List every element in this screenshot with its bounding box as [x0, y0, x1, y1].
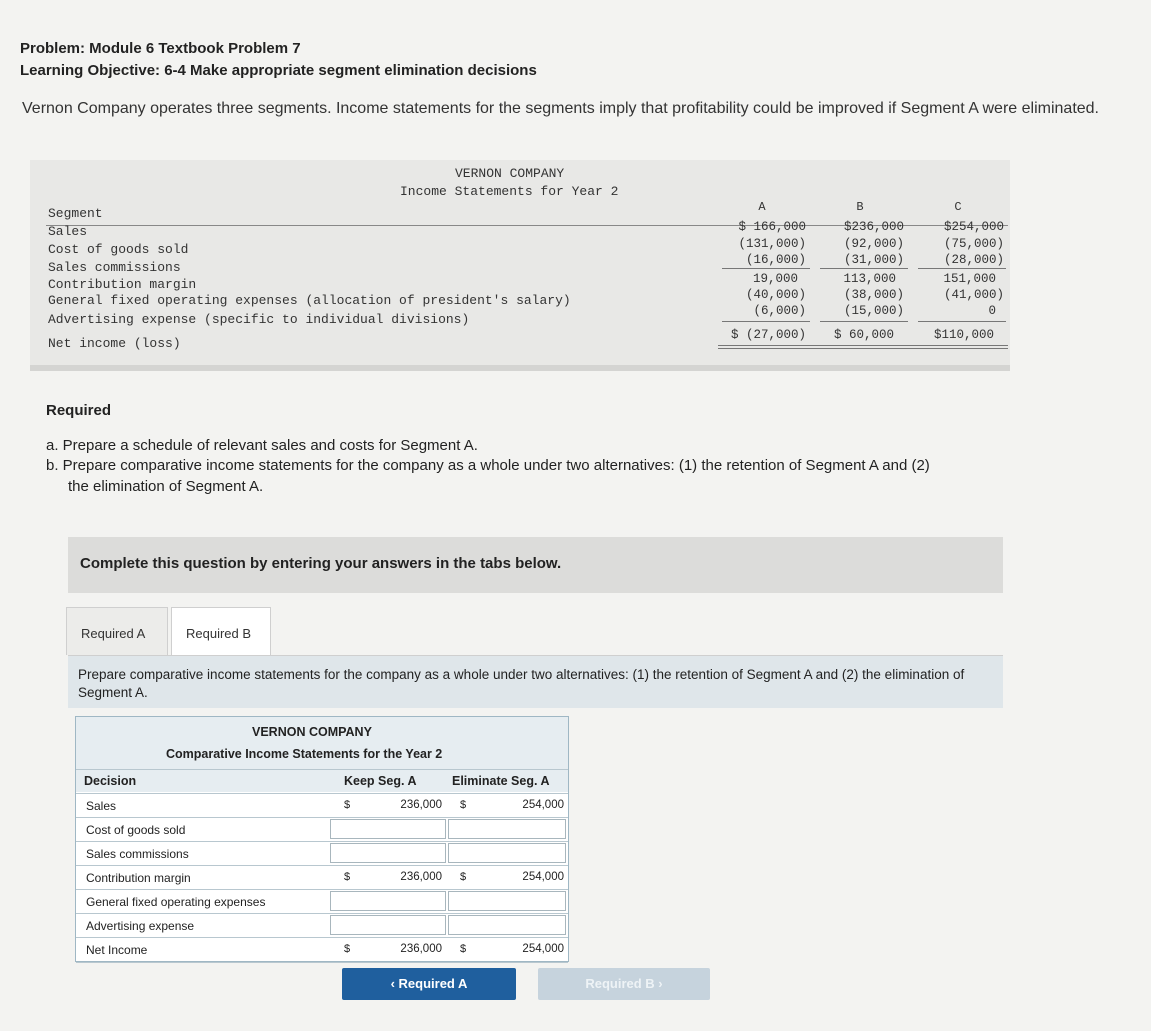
comp-adv-label: Advertising expense: [86, 919, 195, 933]
c-gfoe: (41,000): [943, 288, 1004, 302]
a-comm: (16,000): [745, 253, 806, 267]
elim-ni-dollar: $: [460, 943, 467, 955]
rule-a1: [722, 268, 810, 269]
b-gfoe: (38,000): [843, 288, 904, 302]
required-b-line1: b. Prepare comparative income statements for the company as a whole under two alternatives: (1) the retention of Segment A and (2): [46, 457, 930, 474]
comparative-subtitle: Comparative Income Statements for the Year 2: [166, 747, 443, 761]
b-ni: $ 60,000: [833, 328, 894, 342]
row-comp-ni: [76, 937, 568, 963]
intro-text: Vernon Company operates three segments. Income statements for the segments imply that profitability could be improved if Segment A were eliminated.: [22, 100, 1099, 117]
a-gfoe: (40,000): [745, 288, 806, 302]
keep-cm-dollar: $: [344, 871, 351, 883]
prev-required-a-button[interactable]: ‹ Required A: [342, 968, 516, 1000]
tab-required-a-label: Required A: [81, 626, 146, 641]
c-cogs: (75,000): [943, 237, 1004, 251]
rule-double-bottom: [718, 348, 1008, 349]
c-adv: 0: [988, 304, 996, 318]
rule-b2: [820, 321, 908, 322]
comparative-table: [75, 716, 569, 962]
b-cogs: (92,000): [843, 237, 904, 251]
c-ni: $110,000: [933, 328, 994, 342]
keep-ni-dollar: $: [344, 943, 351, 955]
row-comp-sales: [76, 793, 568, 818]
row-segment: Segment: [48, 206, 103, 221]
elim-sales-value[interactable]: 254,000: [522, 799, 564, 811]
required-a: a. Prepare a schedule of relevant sales and costs for Segment A.: [46, 437, 478, 454]
c-comm: (28,000): [943, 253, 1004, 267]
b-comm: (31,000): [843, 253, 904, 267]
elim-cogs-input[interactable]: [448, 819, 566, 839]
learning-objective: Learning Objective: 6-4 Make appropriate segment elimination decisions: [20, 62, 537, 79]
row-comp-comm: [76, 841, 568, 866]
keep-cm-value: 236,000: [400, 871, 442, 883]
rule-c1: [918, 268, 1006, 269]
tab-required-a[interactable]: [66, 607, 168, 655]
elim-ni-value: 254,000: [522, 943, 564, 955]
row-comp-adv: [76, 913, 568, 938]
panel-text: Prepare comparative income statements for the company as a whole under two alternatives: (1) the retention of Segment A and (2) the elimination of Segment A.: [78, 667, 965, 700]
comp-cogs-label: Cost of goods sold: [86, 823, 186, 837]
a-sales: $ 166,000: [738, 220, 806, 234]
b-adv: (15,000): [843, 304, 904, 318]
banner-text: Complete this question by entering your answers in the tabs below.: [80, 555, 562, 572]
required-b: [46, 455, 930, 497]
a-ni: $ (27,000): [730, 328, 806, 342]
tab-required-b-label: Required B: [186, 626, 252, 641]
row-sales: Sales: [48, 224, 88, 239]
elim-adv-input[interactable]: [448, 915, 566, 935]
a-adv: (6,000): [753, 304, 806, 318]
statement-subtitle: Income Statements for Year 2: [400, 184, 619, 199]
row-comp-cogs: [76, 817, 568, 842]
keep-adv-input[interactable]: [330, 915, 446, 935]
instructions-banner: [68, 537, 1003, 593]
elim-gfoe-input[interactable]: [448, 891, 566, 911]
elim-cm-dollar: $: [460, 871, 467, 883]
keep-sales-value[interactable]: 236,000: [400, 799, 442, 811]
row-contribution: Contribution margin: [48, 277, 197, 292]
col-head-c: C: [954, 200, 962, 214]
row-commissions: Sales commissions: [48, 260, 181, 275]
c-sales: $254,000: [943, 220, 1004, 234]
c-cm: 151,000: [943, 272, 996, 286]
keep-comm-input[interactable]: [330, 843, 446, 863]
row-cogs: Cost of goods sold: [48, 242, 189, 257]
decision-row: [76, 769, 568, 792]
row-net-income: Net income (loss): [48, 336, 181, 351]
elim-cm-value: 254,000: [522, 871, 564, 883]
required-b-line2: the elimination of Segment A.: [68, 478, 264, 495]
rule-c2: [918, 321, 1006, 322]
eliminate-seg-a-header: Eliminate Seg. A: [452, 774, 550, 788]
comp-comm-label: Sales commissions: [86, 847, 189, 861]
required-heading: Required: [46, 402, 112, 419]
comp-ni-label: Net Income: [86, 943, 148, 957]
comp-sales-label: Sales: [86, 799, 117, 813]
tab-required-b[interactable]: [171, 607, 271, 655]
col-head-b: B: [856, 200, 864, 214]
keep-sales-dollar: $: [344, 799, 351, 811]
comp-gfoe-label: General fixed operating expenses: [86, 895, 266, 909]
instruction-panel: [68, 655, 1003, 708]
rule-double-top: [718, 345, 1008, 346]
keep-ni-value: 236,000: [400, 943, 442, 955]
decision-label: Decision: [84, 774, 137, 788]
elim-comm-input[interactable]: [448, 843, 566, 863]
a-cogs: (131,000): [738, 237, 806, 251]
col-head-a: A: [758, 200, 766, 214]
row-comp-gfoe: [76, 889, 568, 914]
keep-cogs-input[interactable]: [330, 819, 446, 839]
rule-b1: [820, 268, 908, 269]
keep-seg-a-header: Keep Seg. A: [344, 774, 417, 788]
keep-gfoe-input[interactable]: [330, 891, 446, 911]
row-comp-cm: [76, 865, 568, 890]
comparative-company: VERNON COMPANY: [252, 725, 372, 739]
rule-a2: [722, 321, 810, 322]
statement-company: VERNON COMPANY: [455, 166, 565, 181]
next-required-b-button[interactable]: Required B ›: [538, 968, 710, 1000]
b-sales: $236,000: [843, 220, 904, 234]
b-cm: 113,000: [843, 272, 896, 286]
row-advertising: Advertising expense (specific to individual divisions): [48, 312, 470, 327]
problem-title: Problem: Module 6 Textbook Problem 7: [20, 40, 301, 57]
a-cm: 19,000: [752, 272, 798, 286]
comp-cm-label: Contribution margin: [86, 871, 191, 885]
row-general-fixed: General fixed operating expenses (allocation of president's salary): [48, 293, 571, 308]
elim-sales-dollar: $: [460, 799, 467, 811]
